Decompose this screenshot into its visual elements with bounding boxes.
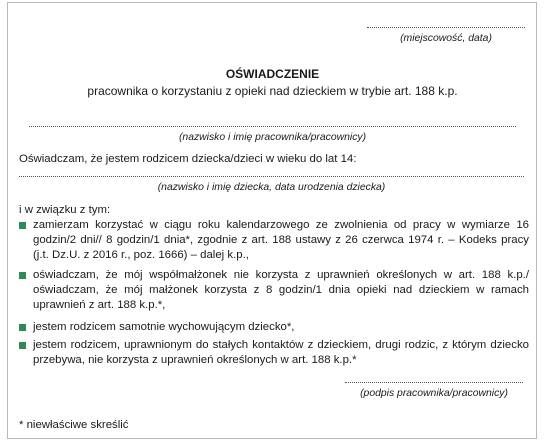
place-date-line[interactable] xyxy=(367,27,525,28)
bullet-square-icon xyxy=(19,272,26,279)
bullet-square-icon xyxy=(19,222,26,229)
intro-text: i w związku z tym: xyxy=(19,204,111,216)
child-name-line[interactable] xyxy=(19,176,524,177)
signature-caption: (podpis pracownika/pracownicy) xyxy=(360,388,508,399)
footnote: * niewłaściwe skreślić xyxy=(19,419,129,431)
child-caption: (nazwisko i imię dziecka, data urodzenia dziecka) xyxy=(157,182,386,193)
list-item xyxy=(19,268,529,313)
list-item-text: zamierzam korzystać w ciągu roku kalendarzowego ze zwolnienia od pracy w wymiarze 16 godzin/2 dni// 8 godzin/1 dnia*, zgodnie z art. 188 ustawy z 26 czerwca 1974 r. – Kodeks pracy (j.t. Dz.U. z 2016 r., poz. 1666) – dalej k.p., xyxy=(33,219,529,261)
list-item-text: jestem rodzicem samotnie wychowującym dziecko*, xyxy=(33,321,295,333)
list-item-text: jestem rodzicem, uprawnionym do stałych kontaktów z dzieckiem, drugi rodzic, z którym dziecko przebywa, nie korzysta z uprawnień określonych w art. 188 k.p.* xyxy=(33,339,529,366)
declaration-line: Oświadczam, że jestem rodzicem dziecka/dzieci w wieku do lat 14: xyxy=(19,153,357,165)
place-date-caption: (miejscowość, data) xyxy=(400,33,492,44)
form-subtitle: pracownika o korzystaniu z opieki nad dzieckiem w trybie art. 188 k.p. xyxy=(87,84,458,98)
employee-caption: (nazwisko i imię pracownika/pracownicy) xyxy=(178,132,367,143)
bullet-square-icon xyxy=(19,324,26,331)
form-title: OŚWIADCZENIE xyxy=(225,67,320,81)
list-item xyxy=(19,338,529,368)
list-item-text: oświadczam, że mój współmałżonek nie korzysta z uprawnień określonych w art. 188 k.p./ oświadczam, że mój małżonek korzysta z 8 godzin/1 dnia opieki nad dzieckiem w ramach uprawnień z art. 188 k.p.*, xyxy=(33,269,529,311)
list-item xyxy=(19,320,529,335)
employee-name-line[interactable] xyxy=(29,126,516,127)
bullet-square-icon xyxy=(19,342,26,349)
signature-line[interactable] xyxy=(345,382,523,383)
list-item xyxy=(19,218,529,263)
